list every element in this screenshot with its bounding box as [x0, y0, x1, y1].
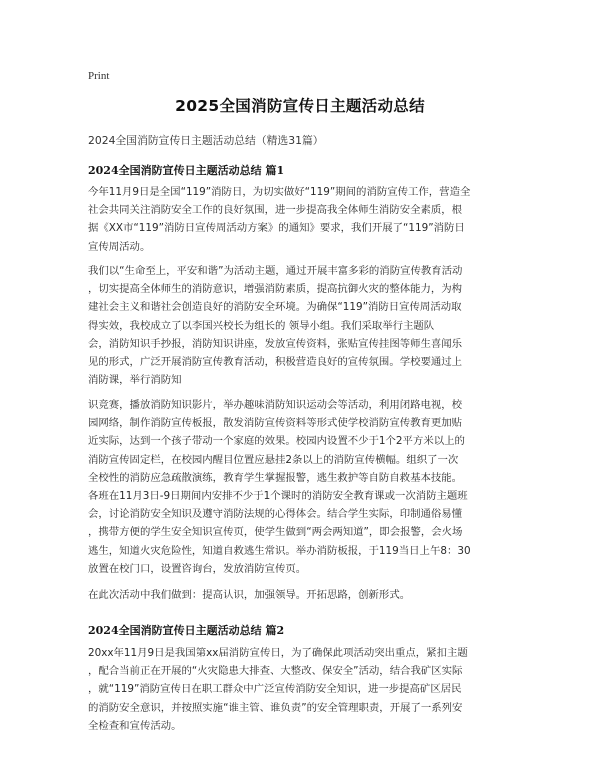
text-line: 的消防安全意识，并按照实施“谁主管、谁负责”的安全管理职责，开展了一系列安 [88, 701, 463, 714]
section-1-paragraph-4 [88, 586, 518, 604]
text-line: ，携带方便的学生安全知识宣传页，使学生做到“两会两知道”，即会报警，会火场 [88, 526, 463, 539]
text-line: 近实际，达到一个孩子带动一个家庭的效果。校园内设置不少于1个2平方米以上的 [88, 435, 465, 448]
document-subtitle: 2024全国消防宣传日主题活动总结（精选31篇） [88, 134, 324, 147]
text-line: 放置在校门口，设置咨询台，发放消防宣传页。 [88, 562, 307, 575]
text-line: 我们以“生命至上，平安和谐”为活动主题，通过开展丰富多彩的消防宣传教育活动 [88, 265, 463, 277]
page-title: 2025全国消防宣传日主题活动总结 [175, 97, 425, 115]
text-line: 社会共同关注消防安全工作的良好氛围，进一步提高我全体师生消防安全素质，根 [88, 204, 463, 217]
text-line: 在此次活动中我们做到：提高认识，加强领导。开拓思路，创新形式。 [88, 589, 411, 601]
text-line: 逃生，知道火灾危险性，知道自救逃生常识。举办消防板报，于119当日上午8：30 [88, 544, 471, 557]
text-line: 建社会主义和谐社会创造良好的消防安全环境。为确保“119”消防日宣传周活动取 [88, 301, 462, 314]
text-line: ，配合当前正在开展的“火灾隐患大排查、大整改、保安全”活动，结合我矿区实际 [88, 665, 463, 678]
text-line: 园网络，制作消防宣传板报，散发消防宣传资料等形式使学校消防宣传教育更加贴 [88, 417, 463, 430]
text-line: 会，消防知识手抄报，消防知识讲座，发放宣传资料，张贴宣传挂图等师生喜闻乐 [88, 337, 463, 350]
text-line: ，就“119”消防宣传日在职工群众中广泛宣传消防安全知识，进一步提高矿区居民 [88, 683, 462, 696]
text-line: 会，讨论消防安全知识及遵守消防法规的心得体会。结合学生实际，印制通俗易懂 [88, 508, 463, 521]
text-line: 全检查和宣传活动。 [88, 719, 182, 732]
print-link[interactable]: Print [88, 70, 110, 82]
text-line: 消防课，举行消防知 [88, 374, 182, 387]
text-line: 20xx年11月9日是我国第xx届消防宣传日，为了确保此项活动突出重点，紧扣主题 [88, 647, 468, 659]
text-line: 各班在11月3日-9日期间内安排不少于1个课时的消防安全教育课或一次消防主题班 [88, 490, 468, 503]
text-line: 消防宣传固定栏，在校园内醒目位置应悬挂2条以上的消防宣传横幅。组织了一次 [88, 453, 459, 466]
text-line: 今年11月9日是全国“119”消防日，为切实做好“119”期间的消防宣传工作，营造全 [88, 186, 471, 198]
section-heading-2: 2024全国消防宣传日主题活动总结 篇2 [88, 624, 285, 637]
section-1-paragraph-2 [88, 262, 518, 389]
section-2-paragraph-1 [88, 644, 518, 735]
text-line: 宣传周活动。 [88, 240, 151, 253]
section-1-paragraph-1 [88, 183, 518, 256]
text-line: 据《XX市“119”消防日宣传周活动方案》的通知》要求，我们开展了“119”消防日 [88, 222, 465, 235]
text-line: 得实效，我校成立了以李国兴校长为组长的 领导小组。我们采取举行主题队 [88, 319, 435, 332]
text-line: 识竞赛，播放消防知识影片，举办趣味消防知识运动会等活动，利用闭路电视，校 [88, 399, 463, 411]
section-heading-1: 2024全国消防宣传日主题活动总结 篇1 [88, 164, 285, 177]
section-1-paragraph-3 [88, 396, 518, 578]
text-line: ，切实提高全体师生的消防意识，增强消防素质，提高抗御火灾的整体能力，为构 [88, 283, 463, 296]
text-line: 见的形式，广泛开展消防宣传教育活动，积极营造良好的宣传氛围。学校要通过上 [88, 356, 463, 369]
text-line: 全校性的消防应急疏散演练，教育学生掌握报警，逃生救护等自防自救基本技能。 [88, 471, 463, 484]
